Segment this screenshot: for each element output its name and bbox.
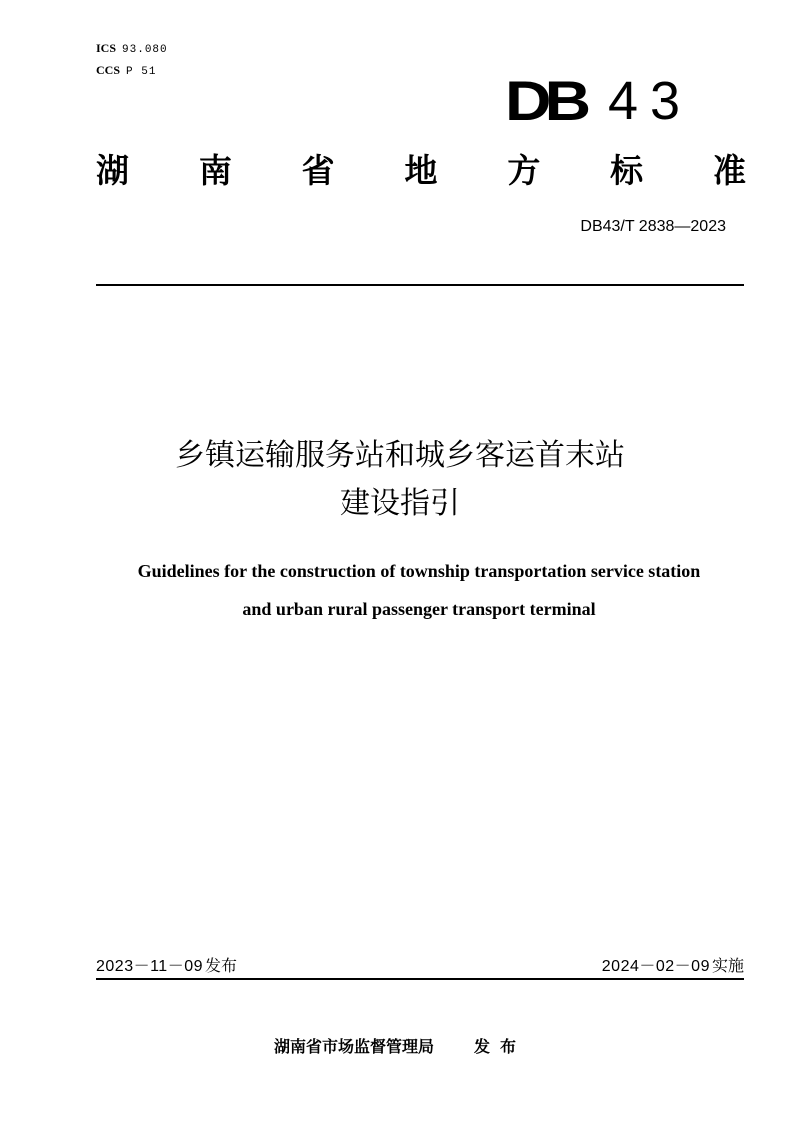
- standard-type-char: 地: [404, 151, 438, 190]
- implement-date-suffix: 实施: [711, 956, 744, 975]
- standard-number: DB43/T 2838—2023: [580, 218, 726, 235]
- standard-type-char: 标: [610, 151, 644, 190]
- standard-type-char: 方: [507, 151, 541, 190]
- standard-type-char: 准: [712, 151, 746, 190]
- ccs-code: [96, 60, 168, 82]
- issuer-line: [0, 1034, 800, 1057]
- standard-type-char: 湖: [96, 151, 129, 190]
- issuer-name: 湖南省市场监督管理局: [273, 1037, 434, 1056]
- publish-date: [96, 955, 237, 978]
- top-divider: [96, 284, 744, 286]
- db-region-number: 43: [608, 71, 693, 131]
- chinese-title: [0, 432, 800, 528]
- classification-codes: [96, 38, 168, 82]
- standard-type-title: [96, 150, 746, 192]
- publish-date-value: 2023－11－09: [96, 958, 204, 975]
- db-mark: DB: [505, 69, 585, 132]
- english-title: [0, 552, 800, 628]
- issuer-action: 发布: [474, 1037, 527, 1056]
- ics-code: [96, 38, 168, 60]
- bottom-divider: [96, 978, 744, 980]
- implement-date-value: 2024－02－09: [601, 958, 710, 975]
- english-title-line2: and urban rural passenger transport terminal: [242, 599, 596, 619]
- ics-value: 93.080: [122, 44, 168, 56]
- standard-type-char: 南: [198, 151, 232, 190]
- standard-type-char: 省: [301, 151, 335, 190]
- english-title-line1: Guidelines for the construction of township transportation service station: [137, 561, 701, 581]
- chinese-title-line2: 建设指引: [340, 486, 460, 521]
- date-row: [96, 955, 744, 978]
- ccs-label: CCS: [96, 63, 121, 77]
- db-logo: [505, 69, 693, 132]
- ccs-value: P 51: [126, 66, 157, 78]
- implement-date: [602, 955, 744, 978]
- chinese-title-line1: 乡镇运输服务站和城乡客运首末站: [175, 438, 625, 473]
- ics-label: ICS: [96, 41, 117, 55]
- publish-date-suffix: 发布: [205, 956, 238, 975]
